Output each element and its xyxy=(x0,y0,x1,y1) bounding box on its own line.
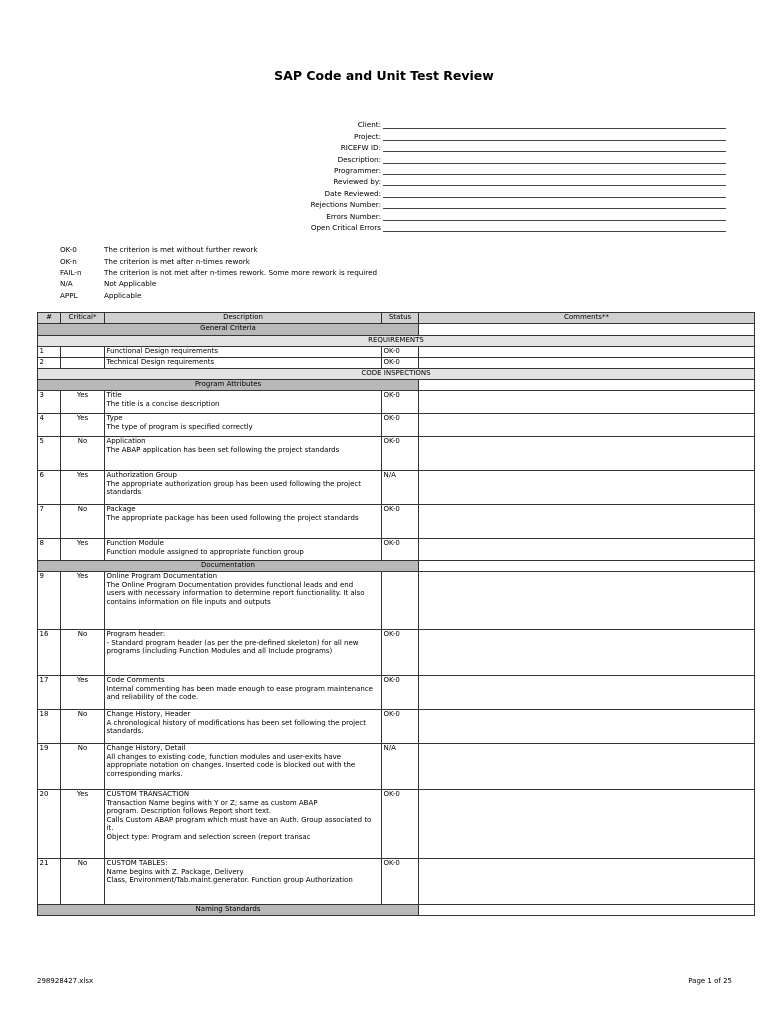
row-comments[interactable] xyxy=(419,437,755,471)
criterion-text: Object type: Program and selection screen (report transac xyxy=(106,832,311,841)
column-header: # xyxy=(38,313,61,324)
row-critical: No xyxy=(61,859,105,905)
table-row xyxy=(38,859,755,905)
row-comments[interactable] xyxy=(419,859,755,905)
legend-code: APPL xyxy=(60,290,78,300)
header-field-row xyxy=(270,186,730,197)
criterion-title: Functional Design requirements xyxy=(106,347,218,355)
header-field-row xyxy=(270,198,730,209)
section-comment-cell xyxy=(419,380,755,391)
header-field-input-line[interactable] xyxy=(383,211,726,221)
row-number: 17 xyxy=(38,676,61,710)
criterion-text: program. Description follows Report short text. xyxy=(106,807,272,816)
legend-code: OK-n xyxy=(60,256,77,266)
legend-row xyxy=(60,278,377,289)
criterion-title: Type xyxy=(106,414,123,422)
row-description xyxy=(105,676,382,710)
row-number: 6 xyxy=(38,471,61,505)
header-field-label: RICEFW ID: xyxy=(340,143,381,153)
table-row xyxy=(38,676,755,710)
criterion-text: standards xyxy=(106,488,142,497)
band-row xyxy=(38,369,755,380)
table-row xyxy=(38,437,755,471)
row-number: 3 xyxy=(38,391,61,414)
row-number: 18 xyxy=(38,710,61,744)
row-comments[interactable] xyxy=(419,790,755,859)
row-critical: Yes xyxy=(61,572,105,630)
row-critical: No xyxy=(61,630,105,676)
header-field-label: Programmer: xyxy=(334,165,381,175)
row-number: 20 xyxy=(38,790,61,859)
row-comments[interactable] xyxy=(419,744,755,790)
row-critical: Yes xyxy=(61,391,105,414)
table-row xyxy=(38,358,755,369)
row-status[interactable]: OK-0 xyxy=(382,790,419,859)
legend-row xyxy=(60,267,377,278)
row-comments[interactable] xyxy=(419,347,755,358)
criterion-text: The appropriate package has been used following the project standards xyxy=(106,513,359,522)
row-comments[interactable] xyxy=(419,710,755,744)
row-comments[interactable] xyxy=(419,358,755,369)
criterion-text: standards. xyxy=(106,727,144,736)
header-field-label: Rejections Number: xyxy=(310,200,381,210)
criterion-title: Application xyxy=(106,437,146,445)
criterion-title: Title xyxy=(106,391,122,399)
criterion-text: Function module assigned to appropriate function group xyxy=(106,547,304,556)
criterion-title: Code Comments xyxy=(106,676,165,684)
section-label: Program Attributes xyxy=(38,380,419,391)
row-status[interactable]: OK-0 xyxy=(382,539,419,561)
legend-text: The criterion is not met after n-times rework. Some more rework is required xyxy=(104,267,378,277)
legend-row xyxy=(60,244,377,255)
row-comments[interactable] xyxy=(419,572,755,630)
header-field-label: Reviewed by: xyxy=(333,177,381,187)
criterion-text: All changes to existing code, function modules and user-exits have xyxy=(106,752,342,761)
column-header: Comments** xyxy=(419,313,755,324)
row-critical: No xyxy=(61,437,105,471)
header-field-row xyxy=(270,221,730,232)
criterion-title: CUSTOM TRANSACTION xyxy=(106,790,190,798)
row-status[interactable]: OK-0 xyxy=(382,676,419,710)
criterion-title: Change History, Header xyxy=(106,710,191,718)
section-header-row xyxy=(38,905,755,916)
table-row xyxy=(38,790,755,859)
row-comments[interactable] xyxy=(419,391,755,414)
criterion-text: - Standard program header (as per the pre-defined skeleton) for all new xyxy=(106,638,359,647)
header-field-row xyxy=(270,129,730,140)
row-status[interactable]: OK-0 xyxy=(382,505,419,539)
header-field-input-line[interactable] xyxy=(383,154,726,164)
row-critical: Yes xyxy=(61,676,105,710)
header-field-row xyxy=(270,118,730,129)
row-description xyxy=(105,347,382,358)
header-field-label: Client: xyxy=(357,120,381,130)
table-row xyxy=(38,414,755,437)
legend-text: The criterion is met after n-times rework xyxy=(104,256,250,266)
criterion-text: The type of program is specified correctly xyxy=(106,422,253,431)
criterion-text: it. xyxy=(106,824,114,833)
row-status[interactable] xyxy=(382,572,419,630)
header-field-input-line[interactable] xyxy=(383,199,726,209)
section-label: General Criteria xyxy=(38,324,419,336)
row-status[interactable]: OK-0 xyxy=(382,358,419,369)
row-description xyxy=(105,744,382,790)
legend-row xyxy=(60,290,377,301)
footer-page-number: Page 1 of 25 xyxy=(688,977,732,985)
row-status[interactable]: OK-0 xyxy=(382,859,419,905)
row-comments[interactable] xyxy=(419,539,755,561)
row-critical xyxy=(61,347,105,358)
section-header-row xyxy=(38,324,755,336)
row-status[interactable]: OK-0 xyxy=(382,630,419,676)
criterion-text: corresponding marks. xyxy=(106,769,183,778)
row-critical: Yes xyxy=(61,414,105,437)
row-comments[interactable] xyxy=(419,414,755,437)
criterion-title: Package xyxy=(106,505,136,513)
row-status[interactable]: OK-0 xyxy=(382,414,419,437)
header-field-label: Date Reviewed: xyxy=(324,188,381,198)
header-field-label: Errors Number: xyxy=(326,211,381,221)
legend-text: Not Applicable xyxy=(104,279,157,289)
header-fields xyxy=(270,118,730,232)
row-status[interactable]: OK-0 xyxy=(382,347,419,358)
table-row xyxy=(38,744,755,790)
status-legend xyxy=(60,244,377,301)
header-field-input-line[interactable] xyxy=(383,119,726,129)
row-comments[interactable] xyxy=(419,676,755,710)
header-field-label: Open Critical Errors xyxy=(310,222,381,232)
criterion-title: Change History, Detail xyxy=(106,744,186,752)
criterion-text: programs (including Function Modules and all Include programs) xyxy=(106,647,333,656)
table-header-row xyxy=(38,313,755,324)
row-description xyxy=(105,505,382,539)
row-description xyxy=(105,414,382,437)
row-description xyxy=(105,539,382,561)
row-comments[interactable] xyxy=(419,630,755,676)
header-field-input-line[interactable] xyxy=(383,142,726,152)
criterion-text: The appropriate authorization group has been used following the project xyxy=(106,479,362,488)
criterion-title: Technical Design requirements xyxy=(106,358,215,366)
section-comment-cell xyxy=(419,324,755,336)
header-field-row xyxy=(270,164,730,175)
row-critical xyxy=(61,358,105,369)
criterion-text: appropriate notation on changes. Inserted code is blocked out with the xyxy=(106,761,356,770)
row-description xyxy=(105,437,382,471)
row-comments[interactable] xyxy=(419,471,755,505)
legend-row xyxy=(60,255,377,266)
table-row xyxy=(38,471,755,505)
row-number: 16 xyxy=(38,630,61,676)
criterion-text: contains information on file inputs and outputs xyxy=(106,597,271,606)
row-number: 8 xyxy=(38,539,61,561)
review-table xyxy=(37,312,755,916)
header-field-input-line[interactable] xyxy=(383,165,726,175)
band-label: REQUIREMENTS xyxy=(38,336,755,347)
table-row xyxy=(38,391,755,414)
column-header: Description xyxy=(105,313,382,324)
row-number: 1 xyxy=(38,347,61,358)
header-field-label: Project: xyxy=(353,131,381,141)
band-label: CODE INSPECTIONS xyxy=(38,369,755,380)
legend-text: Applicable xyxy=(104,290,142,300)
criterion-text: The ABAP application has been set following the project standards xyxy=(106,445,340,454)
criterion-text: and reliability of the code. xyxy=(106,693,199,702)
criterion-text: Calls Custom ABAP program which must have an Auth. Group associated to xyxy=(106,815,372,824)
row-critical: Yes xyxy=(61,471,105,505)
legend-code: OK-0 xyxy=(60,245,77,255)
row-number: 19 xyxy=(38,744,61,790)
row-number: 5 xyxy=(38,437,61,471)
header-field-input-line[interactable] xyxy=(383,222,726,232)
criterion-text: Class, Environment/Tab.maint.generator. Function group Authorization xyxy=(106,876,353,885)
column-header: Status xyxy=(382,313,419,324)
row-description xyxy=(105,859,382,905)
criterion-text: Transaction Name begins with Y or Z; same as custom ABAP xyxy=(106,798,318,807)
row-number: 2 xyxy=(38,358,61,369)
row-number: 21 xyxy=(38,859,61,905)
table-row xyxy=(38,539,755,561)
table-row xyxy=(38,710,755,744)
row-status[interactable]: OK-0 xyxy=(382,391,419,414)
table-row xyxy=(38,505,755,539)
row-description xyxy=(105,630,382,676)
criterion-title: Function Module xyxy=(106,539,164,547)
row-description xyxy=(105,391,382,414)
section-comment-cell xyxy=(419,905,755,916)
row-critical: No xyxy=(61,744,105,790)
row-number: 9 xyxy=(38,572,61,630)
header-field-row xyxy=(270,175,730,186)
criterion-text: users with necessary information to determine report functionality. It also xyxy=(106,589,365,598)
header-field-row xyxy=(270,209,730,220)
row-description xyxy=(105,790,382,859)
row-status[interactable]: OK-0 xyxy=(382,710,419,744)
legend-text: The criterion is met without further rework xyxy=(104,245,258,255)
header-field-row xyxy=(270,152,730,163)
row-description xyxy=(105,710,382,744)
row-description xyxy=(105,471,382,505)
row-critical: No xyxy=(61,710,105,744)
section-header-row xyxy=(38,561,755,572)
header-field-label: Description: xyxy=(337,154,381,164)
criterion-title: CUSTOM TABLES: xyxy=(106,859,168,867)
column-header: Critical* xyxy=(61,313,105,324)
row-status[interactable]: N/A xyxy=(382,471,419,505)
row-number: 4 xyxy=(38,414,61,437)
criterion-title: Authorization Group xyxy=(106,471,177,479)
table-row xyxy=(38,630,755,676)
header-field-input-line[interactable] xyxy=(383,188,726,198)
criterion-text: A chronological history of modifications has been set following the project xyxy=(106,718,366,727)
criterion-title: Online Program Documentation xyxy=(106,572,218,580)
row-description xyxy=(105,358,382,369)
row-critical: No xyxy=(61,505,105,539)
row-critical: Yes xyxy=(61,539,105,561)
row-description xyxy=(105,572,382,630)
legend-code: FAIL-n xyxy=(60,267,82,277)
header-field-input-line[interactable] xyxy=(383,131,726,141)
criterion-text: Internal commenting has been made enough to ease program maintenance xyxy=(106,684,373,693)
criterion-text: The Online Program Documentation provides functional leads and end xyxy=(106,580,354,589)
criterion-title: Program header: xyxy=(106,630,166,638)
criterion-text: The title is a concise description xyxy=(106,399,220,408)
page-title: SAP Code and Unit Test Review xyxy=(274,68,494,83)
legend-code: N/A xyxy=(60,279,73,289)
row-status[interactable]: N/A xyxy=(382,744,419,790)
table-row xyxy=(38,572,755,630)
band-row xyxy=(38,336,755,347)
row-status[interactable]: OK-0 xyxy=(382,437,419,471)
section-comment-cell xyxy=(419,561,755,572)
row-critical: Yes xyxy=(61,790,105,859)
table-row xyxy=(38,347,755,358)
row-comments[interactable] xyxy=(419,505,755,539)
header-field-input-line[interactable] xyxy=(383,176,726,186)
section-label: Naming Standards xyxy=(38,905,419,916)
footer-filename: 298928427.xlsx xyxy=(37,977,94,985)
section-header-row xyxy=(38,380,755,391)
criterion-text: Name begins with Z. Package, Delivery xyxy=(106,867,244,876)
row-number: 7 xyxy=(38,505,61,539)
section-label: Documentation xyxy=(38,561,419,572)
header-field-row xyxy=(270,141,730,152)
